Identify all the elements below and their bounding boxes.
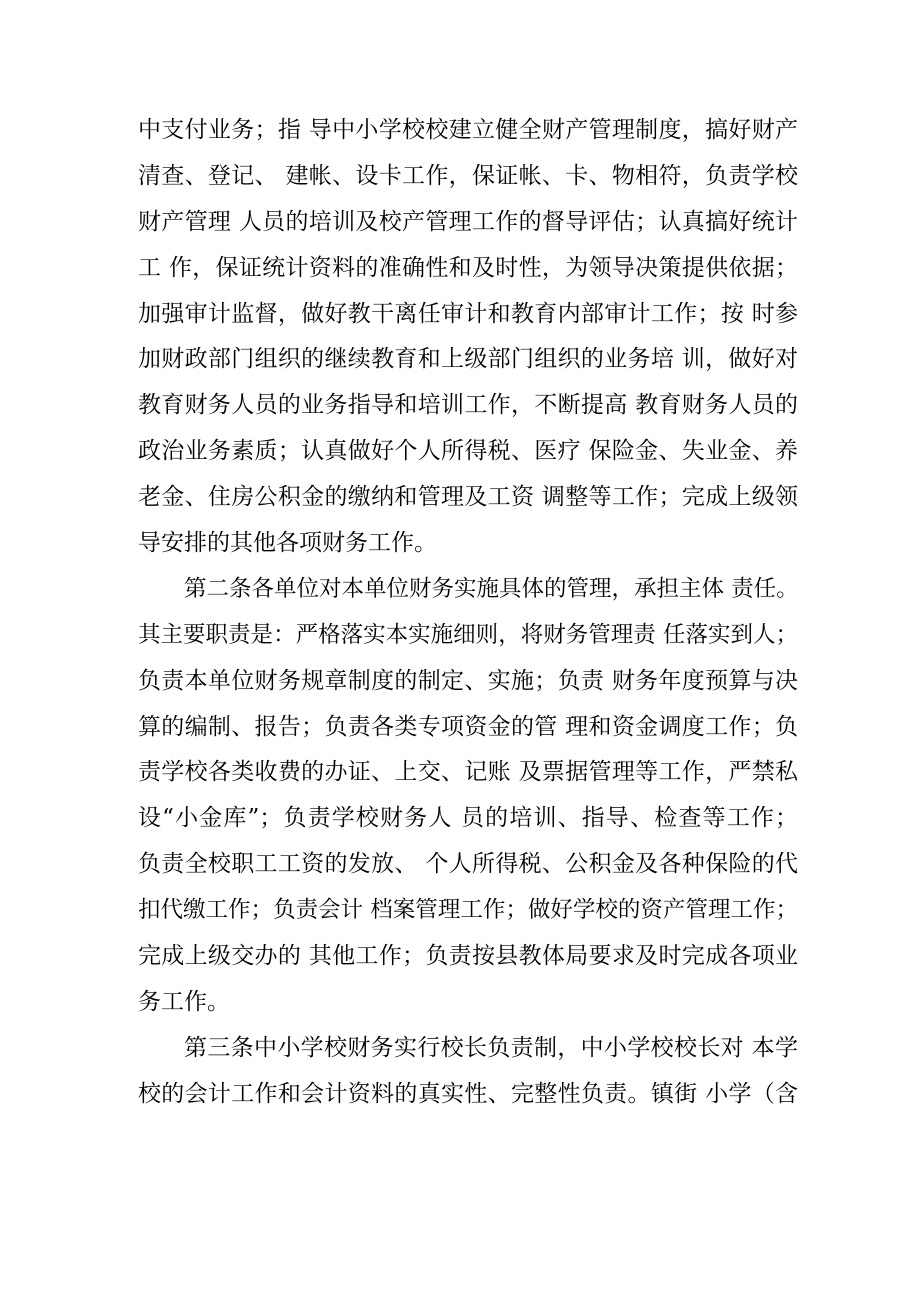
text-line: 其主要职责是：严格落实本实施细则，将财务管理责 任落实到人； [138,621,798,648]
text-line: 设“小金库”；负责学校财务人 员的培训、指导、检查等工作； [138,805,798,832]
text-line: 导安排的其他各项财务工作。 [138,530,437,557]
text-line: 老金、住房公积金的缴纳和管理及工资 调整等工作；完成上级领 [138,484,798,511]
text-line: 工 作，保证统计资料的准确性和及时性，为领导决策提供依据； [138,254,798,281]
text-line: 完成上级交办的 其他工作；负责按县教体局要求及时完成各项业 [138,943,798,970]
text-line: 加财政部门组织的继续教育和上级部门组织的业务培 训，做好对 [138,346,798,373]
text-line: 算的编制、报告；负责各类专项资金的管 理和资金调度工作；负 [138,713,798,740]
text-line: 负责本单位财务规章制度的制定、实施；负责 财务年度预算与决 [138,667,798,694]
text-line: 教育财务人员的业务指导和培训工作，不断提高 教育财务人员的 [138,392,798,419]
text-line: 政治业务素质；认真做好个人所得税、医疗 保险金、失业金、养 [138,438,798,465]
paragraph-start-line: 第二条各单位对本单位财务实施具体的管理，承担主体 责任。 [184,575,799,602]
text-line: 加强审计监督，做好教干离任审计和教育内部审计工作；按 时参 [138,300,798,327]
text-line: 务工作。 [138,988,230,1015]
paragraph-start-line: 第三条中小学校财务实行校长负责制，中小学校校长对 本学 [184,1034,798,1061]
document-body [138,108,798,1118]
text-line: 负责全校职工工资的发放、 个人所得税、公积金及各种保险的代 [138,851,798,878]
text-line: 清查、登记、 建帐、设卡工作，保证帐、卡、物相符，负责学校 [138,162,798,189]
text-line: 责学校各类收费的办证、上交、记账 及票据管理等工作，严禁私 [138,759,798,786]
text-line: 扣代缴工作；负责会计 档案管理工作；做好学校的资产管理工作； [138,897,798,924]
text-line: 校的会计工作和会计资料的真实性、完整性负责。镇街 小学（含 [138,1080,798,1107]
text-line: 中支付业务；指 导中小学校校建立健全财产管理制度，搞好财产 [138,117,798,143]
text-line: 财产管理 人员的培训及校产管理工作的督导评估；认真搞好统计 [138,208,798,235]
